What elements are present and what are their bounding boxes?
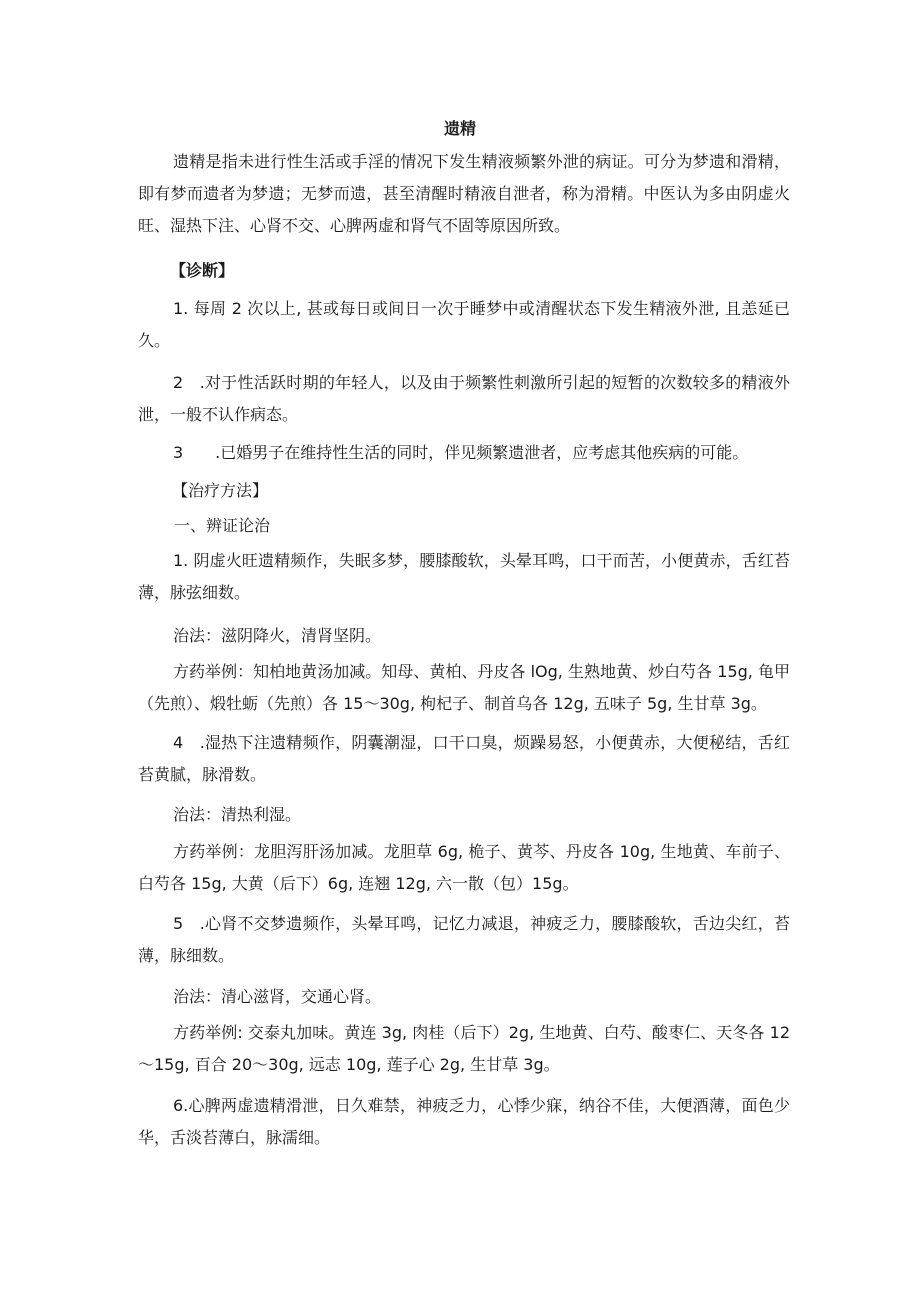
section-1-prescription: 方药举例：知柏地黄汤加减。知母、黄柏、丹皮各 lOg, 生熟地黄、炒白芍各 15g, 龟甲（先煎）、煅牡蛎（先煎）各 15～30g, 枸杞子、制首乌各 12g, 五味子 5g, 生甘草 3g。 bbox=[138, 662, 790, 713]
section-1-symptom: 1. 阴虚火旺遗精频作，失眠多梦，腰膝酸软，头晕耳鸣，口干而苦，小便黄赤，舌红苔薄，脉弦细数。 bbox=[138, 551, 790, 602]
section-2-prescription: 方药举例：龙胆泻肝汤加减。龙胆草 6g, 桅子、黄芩、丹皮各 10g, 生地黄、车前子、白芍各 15g, 大黄（后下）6g, 连翘 12g, 六一散（包）15g。 bbox=[138, 842, 790, 893]
diagnosis-item-3: 3 .已婚男子在维持性生活的同时，伴见频繁遗泄者，应考虑其他疾病的可能。 bbox=[173, 443, 749, 462]
section-2-symptom: 4 .湿热下注遗精频作，阴囊潮湿，口干口臭，烦躁易怒，小便黄赤，大便秘结，舌红苔黄腻，脉滑数。 bbox=[138, 733, 790, 784]
section-3-symptom: 5 .心肾不交梦遗频作，头晕耳鸣，记忆力减退，神疲乏力，腰膝酸软，舌边尖红，苔薄，脉细数。 bbox=[138, 914, 790, 965]
document-title: 遗精 bbox=[443, 119, 476, 138]
diagnosis-heading: 【诊断】 bbox=[170, 261, 235, 280]
section-4-symptom: 6.心脾两虚遗精滑泄，日久难禁，神疲乏力，心悸少寐，纳谷不佳，大便酒薄，面色少华，舌淡苔薄白，脉濡细。 bbox=[138, 1096, 790, 1147]
section-1-method: 治法：滋阴降火，清肾坚阴。 bbox=[173, 626, 382, 645]
section-2-method: 治法：清热利湿。 bbox=[173, 805, 302, 824]
diagnosis-item-2: 2 .对于性活跃时期的年轻人，以及由于频繁性刺激所引起的短暂的次数较多的精液外泄，一般不认作病态。 bbox=[138, 373, 790, 424]
treatment-heading: 【治疗方法】 bbox=[172, 481, 269, 500]
section-3-prescription: 方药举例: 交泰丸加味。黄连 3g, 肉桂（后下）2g, 生地黄、白芍、酸枣仁、天冬各 12～15g, 百合 20～30g, 远志 10g, 莲子心 2g, 生甘草 3g。 bbox=[138, 1023, 790, 1074]
intro-paragraph: 遗精是指未进行性生活或手淫的情况下发生精液频繁外泄的病证。可分为梦遗和滑精，即有梦而遗者为梦遗；无梦而遗，甚至清醒时精液自泄者，称为滑精。中医认为多由阴虚火旺、湿热下注、心肾不交、心脾两虚和肾气不固等原因所致。 bbox=[138, 152, 790, 235]
diagnosis-item-1: 1. 每周 2 次以上, 甚或每日或间日一次于睡梦中或清醒状态下发生精液外泄, 且恙延已久。 bbox=[138, 299, 790, 350]
section-3-method: 治法：清心滋肾，交通心肾。 bbox=[173, 987, 382, 1006]
treatment-subheading: 一、辨证论治 bbox=[174, 516, 271, 535]
